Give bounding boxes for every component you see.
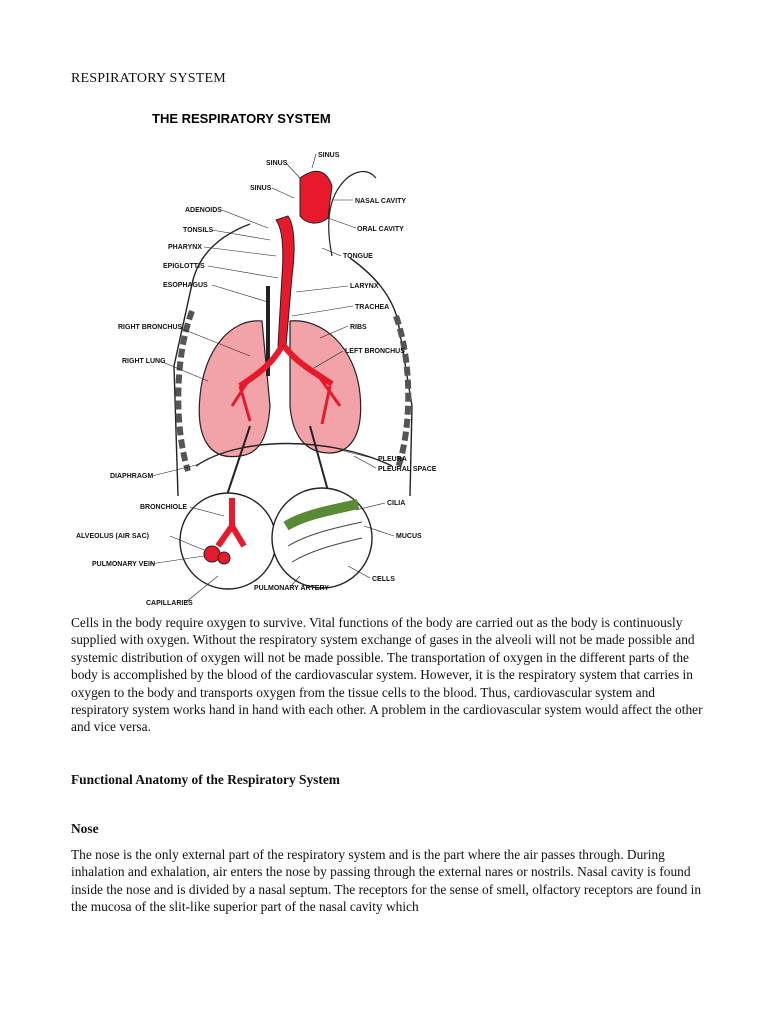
label-pleura: PLEURA [378,456,407,463]
label-tonsils: TONSILS [183,227,214,234]
label-diaphragm: DIAPHRAGM [110,473,154,480]
label-epiglottis: EPIGLOTTIS [163,263,205,270]
figure-title: THE RESPIRATORY SYSTEM [152,111,331,126]
paragraph-intro: Cells in the body require oxygen to survive. Vital functions of the body are carried out as the body is continuously supplied with oxygen. Without the respiratory system exchange of gases in the alveoli will not be made possible and systemic distribution of oxygen will not be made possible. The transportation of oxygen in the different parts of the body is accomplished by the blood of the cardiovascular system. However, it is the respiratory system that carries in oxygen to the body and transports oxygen from the tissue cells to the blood. Thus, cardiovascular system and respiratory system works hand in hand with each other. A problem in the cardiovascular system would affect the other and vice versa. [71,615,703,735]
label-left-bronchus: LEFT BRONCHUS [345,348,405,355]
label-sinus-top: SINUS [318,152,340,159]
section-heading: Functional Anatomy of the Respiratory System [71,772,340,787]
label-tongue: TONGUE [343,253,373,260]
label-pulmonary-vein: PULMONARY VEIN [92,561,156,568]
label-bronchiole: BRONCHIOLE [140,504,188,511]
label-right-bronchus: RIGHT BRONCHUS [118,324,183,331]
alveolus-shape-2 [218,552,230,564]
label-esophagus: ESOPHAGUS [163,282,208,289]
label-right-lung: RIGHT LUNG [122,358,166,365]
right-lung [199,321,270,457]
label-sinus-mid: SINUS [266,160,288,167]
paragraph-nose: The nose is the only external part of the respiratory system and is the part where the air passes through. During inhalation and exhalation, air enters the nose by passing through the external nares or nostrils. Nasal cavity is found inside the nose and is divided by a nasal septum. The receptors for the sense of smell, olfactory receptors are found in the mucosa of the slit-like superior part of the nasal cavity which [71,847,702,915]
subheading-nose: Nose [71,821,99,836]
alveolus-shape [204,546,220,562]
label-cells: CELLS [372,576,395,583]
label-pleural-space: PLEURAL SPACE [378,466,437,473]
document-title: RESPIRATORY SYSTEM [71,71,226,86]
label-cilia: CILIA [387,500,406,507]
label-sinus-low: SINUS [250,185,272,192]
label-oral-cavity: ORAL CAVITY [357,226,404,233]
ribs-right [396,316,408,468]
label-pulmonary-artery: PULMONARY ARTERY [254,585,329,592]
label-mucus: MUCUS [396,533,422,540]
label-capillaries: CAPILLARIES [146,600,193,607]
label-alveolus: ALVEOLUS (AIR SAC) [76,533,149,540]
label-adenoids: ADENOIDS [185,207,222,214]
label-nasal-cavity: NASAL CAVITY [355,198,407,205]
alveoli-detail-circle [180,493,276,589]
label-ribs: RIBS [350,324,367,331]
nasal-cavity-shape [300,171,332,223]
label-larynx: LARYNX [350,283,379,290]
head-outline [329,172,376,256]
label-trachea: TRACHEA [355,304,390,311]
respiratory-diagram [76,106,460,611]
label-pharynx: PHARYNX [168,244,202,251]
